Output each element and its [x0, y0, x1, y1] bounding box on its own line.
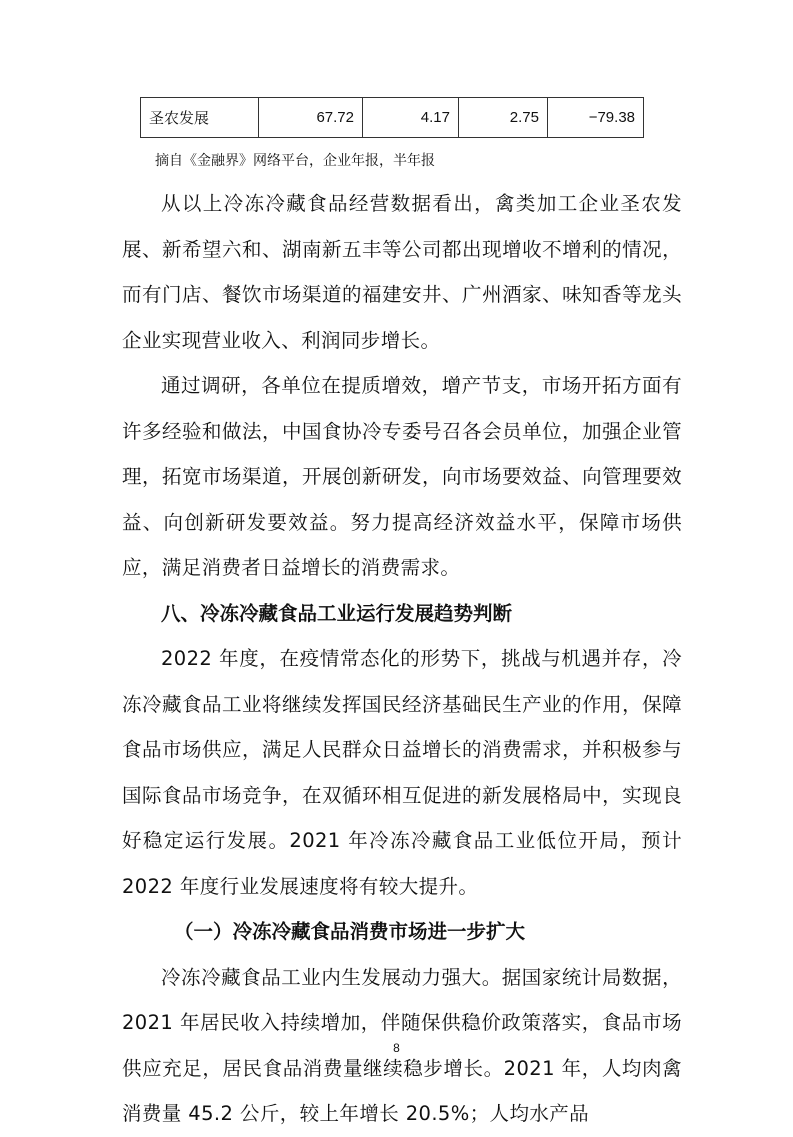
- body-text: [122, 181, 682, 1137]
- data-table-container: [140, 97, 644, 138]
- value-cell: 2.75: [459, 98, 548, 138]
- value-cell: −79.38: [548, 98, 644, 138]
- paragraph: 通过调研，各单位在提质增效，增产节支，市场开拓方面有许多经验和做法，中国食协冷专委号召各会员单位，加强企业管理，拓宽市场渠道，开展创新研发，向市场要效益、向管理要效益、向创新研发要效益。努力提高经济效益水平，保障市场供应，满足消费者日益增长的消费需求。: [122, 374, 682, 579]
- value-cell: 67.72: [259, 98, 363, 138]
- paragraph: 从以上冷冻冷藏食品经营数据看出，禽类加工企业圣农发展、新希望六和、湖南新五丰等公司都出现增收不增利的情况，而有门店、餐饮市场渠道的福建安井、广州酒家、味知香等龙头企业实现营业收入、利润同步增长。: [122, 192, 682, 352]
- paragraph: 冷冻冷藏食品工业内生发展动力强大。据国家统计局数据，2021 年居民收入持续增加，伴随保供稳价政策落实，食品市场供应充足，居民食品消费量继续稳步增长。2021 年，人均肉禽消费量 45.2 公斤，较上年增长 20.5%；人均水产品: [122, 965, 682, 1125]
- table-source-note: 摘自《金融界》网络平台，企业年报，半年报: [155, 153, 435, 169]
- paragraph: 2022 年度，在疫情常态化的形势下，挑战与机遇并存，冷冻冷藏食品工业将继续发挥国民经济基础民生产业的作用，保障食品市场供应，满足人民群众日益增长的消费需求，并积极参与国际食品市场竞争，在双循环相互促进的新发展格局中，实现良好稳定运行发展。2021 年冷冻冷藏食品工业低位开局，预计 2022 年度行业发展速度将有较大提升。: [122, 647, 682, 898]
- subsection-heading: （一）冷冻冷藏食品消费市场进一步扩大: [174, 920, 526, 943]
- table-row: [141, 98, 644, 138]
- company-name-cell: 圣农发展: [141, 98, 259, 138]
- value-cell: 4.17: [363, 98, 459, 138]
- page-number: 8: [393, 1041, 400, 1055]
- section-heading: 八、冷冻冷藏食品工业运行发展趋势判断: [161, 601, 513, 625]
- financial-data-table: [140, 97, 644, 138]
